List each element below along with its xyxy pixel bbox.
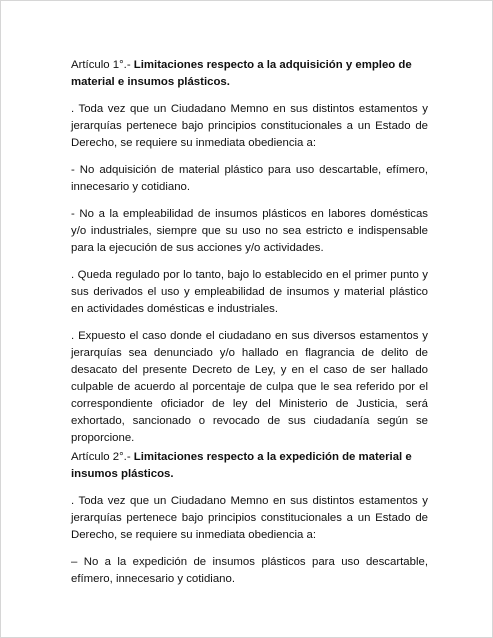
article-1-title: Limitaciones respecto a la adquisición y empleo de material e insumos plásticos. — [71, 59, 412, 88]
article-1-paragraph-2: - No adquisición de material plástico para uso descartable, efímero, innecesario y cotidiano. — [71, 164, 428, 193]
article-1-paragraph-4: . Queda regulado por lo tanto, bajo lo establecido en el primer punto y sus derivados el uso y empleabilidad de insumos y material plástico en actividades domésticas e industriales. — [71, 269, 428, 315]
article-1-paragraph-5: . Expuesto el caso donde el ciudadano en sus diversos estamentos y jerarquías sea denunciado y/o hallado en flagrancia de delito de desacato del presente Decreto de Ley, y en el caso de ser hallado culpable de acuerdo al porcentaje de culpa que le sea referido por el correspondiente oficiador de ley del Ministerio de Justicia, será exhortado, sancionado o revocado de sus ciudadanía según se proporcione. — [71, 330, 428, 444]
article-2-title: Limitaciones respecto a la expedición de material e insumos plásticos. — [71, 451, 412, 480]
document-body — [71, 57, 428, 598]
article-1-paragraph-1: . Toda vez que un Ciudadano Memno en sus distintos estamentos y jerarquías pertenece bajo principios constitucionales a un Estado de Derecho, se requiere su inmediata obediencia a: — [71, 103, 428, 149]
article-2-paragraph-1: . Toda vez que un Ciudadano Memno en sus distintos estamentos y jerarquías pertenece bajo principios constitucionales a un Estado de Derecho, se requiere su inmediata obediencia a: — [71, 495, 428, 541]
article-1-heading — [71, 57, 428, 91]
article-2-paragraph-2: – No a la expedición de insumos plásticos para uso descartable, efímero, innecesario y cotidiano. — [71, 556, 428, 585]
article-1-paragraph-3: - No a la empleabilidad de insumos plásticos en labores domésticas y/o industriales, siempre que su uso no sea estricto e indispensable para la ejecución de sus acciones y/o actividades. — [71, 208, 428, 254]
article-1-prefix: Artículo 1°.- — [71, 59, 134, 71]
article-2-heading — [71, 449, 428, 483]
article-2-prefix: Artículo 2°.- — [71, 451, 134, 463]
